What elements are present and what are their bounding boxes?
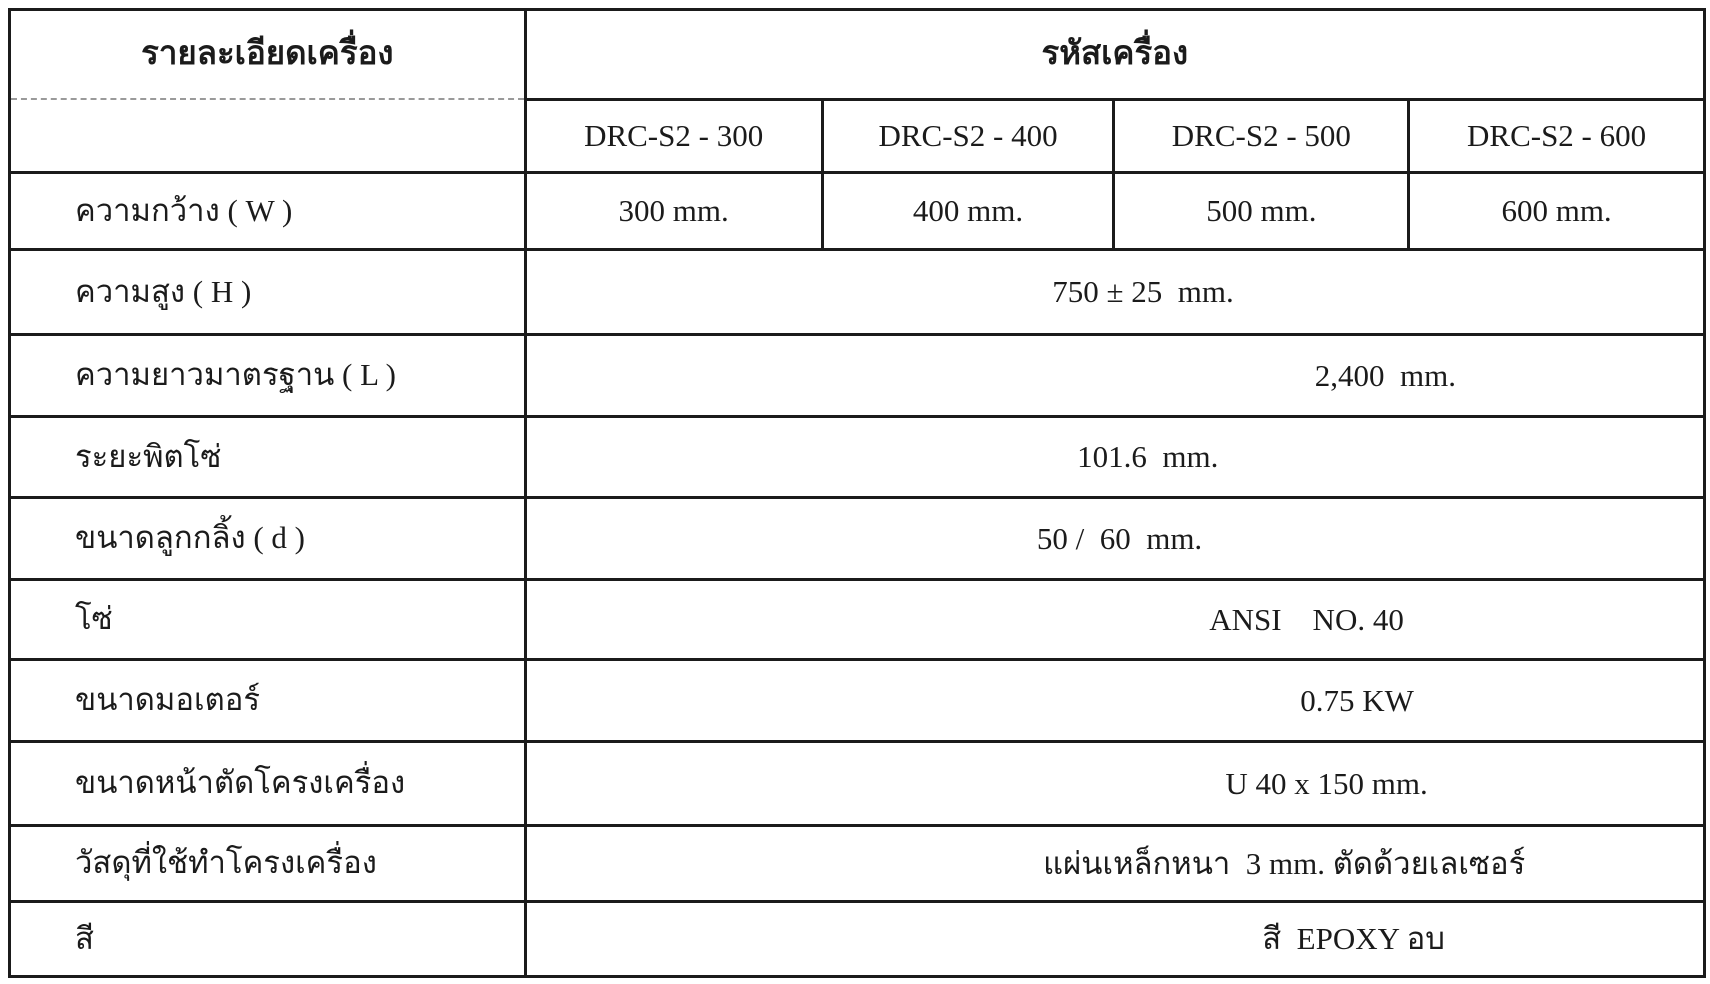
model-code-cell (524, 98, 821, 171)
details-header-cell (11, 11, 524, 98)
roller-size-value-cell (524, 496, 1703, 578)
model-code: DRC-S2 - 300 (584, 117, 764, 153)
motor-size-label: ขนาดมอเตอร์ (75, 682, 260, 718)
width-value-cell (821, 171, 1113, 248)
frame-material-label: วัสดุที่ใช้ทำโครงเครื่อง (75, 845, 377, 881)
height-value-cell (524, 248, 1703, 333)
spec-row-label (11, 496, 524, 578)
codes-header-label: รหัสเครื่อง (1041, 36, 1189, 73)
color-label: สี (75, 920, 94, 956)
spec-row-label (11, 415, 524, 496)
frame-section-value: U 40 x 150 mm. (1225, 765, 1428, 801)
width-value: 500 mm. (1206, 192, 1317, 228)
spec-row-label (11, 333, 524, 415)
chain-value-cell (524, 578, 1703, 658)
codes-header-cell (524, 11, 1703, 98)
height-label: ความสูง ( H ) (75, 273, 252, 309)
width-value: 300 mm. (618, 192, 729, 228)
chain-pitch-value: 101.6 mm. (1077, 438, 1219, 474)
chain-pitch-label: ระยะพิตโซ่ (75, 438, 222, 474)
chain-pitch-value-cell (524, 415, 1703, 496)
height-value: 750 ± 25 mm. (1052, 273, 1234, 309)
spec-row-label (11, 740, 524, 824)
spec-row-label (11, 900, 524, 975)
spec-row-label (11, 171, 524, 248)
color-value: สี EPOXY อบ (1262, 920, 1445, 956)
model-code: DRC-S2 - 400 (878, 117, 1058, 153)
spec-row-label (11, 824, 524, 900)
chain-label: โซ่ (75, 601, 113, 637)
motor-size-value: 0.75 KW (1300, 682, 1414, 718)
width-value-cell (1112, 171, 1407, 248)
length-value: 2,400 mm. (1314, 357, 1456, 393)
blank-header-cell (11, 98, 524, 171)
frame-section-value-cell (524, 740, 1703, 824)
width-label: ความกว้าง ( W ) (75, 192, 293, 228)
frame-section-label: ขนาดหน้าตัดโครงเครื่อง (75, 765, 406, 801)
model-code-cell (1407, 98, 1703, 171)
spec-row-label (11, 658, 524, 740)
length-value-cell (524, 333, 1703, 415)
motor-size-value-cell (524, 658, 1703, 740)
details-header-label: รายละเอียดเครื่อง (141, 36, 394, 73)
spec-table (8, 8, 1706, 978)
frame-material-value: แผ่นเหล็กหนา 3 mm. ตัดด้วยเลเซอร์ (1043, 845, 1526, 881)
model-code: DRC-S2 - 500 (1171, 117, 1351, 153)
model-code-cell (821, 98, 1113, 171)
length-label: ความยาวมาตรฐาน ( L ) (75, 357, 396, 393)
roller-size-value: 50 / 60 mm. (1036, 520, 1203, 556)
roller-size-label: ขนาดลูกกลิ้ง ( d ) (75, 520, 305, 556)
model-code-cell (1112, 98, 1407, 171)
width-value-cell (1407, 171, 1703, 248)
width-value: 600 mm. (1501, 192, 1612, 228)
chain-value: ANSI NO. 40 (1209, 601, 1404, 637)
width-value: 400 mm. (912, 192, 1024, 228)
spec-row-label (11, 578, 524, 658)
spec-row-label (11, 248, 524, 333)
color-value-cell (524, 900, 1703, 975)
width-value-cell (524, 171, 821, 248)
model-code: DRC-S2 - 600 (1467, 117, 1647, 153)
frame-material-value-cell (524, 824, 1703, 900)
